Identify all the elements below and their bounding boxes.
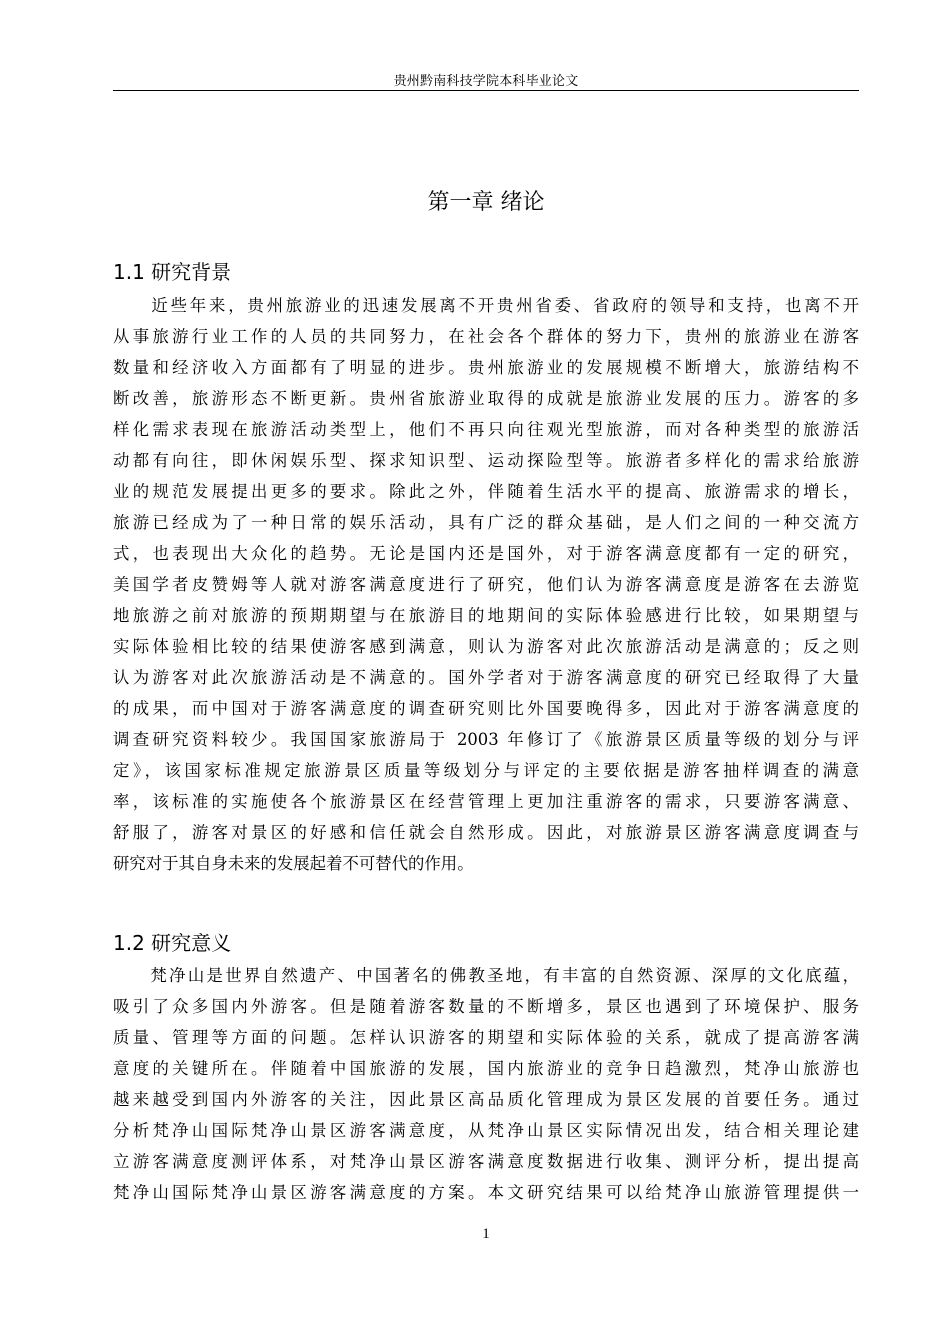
- text-line: 业的规范发展提出更多的要求。除此之外，伴随着生活水平的提高、旅游需求的增长，: [113, 482, 859, 501]
- text-line: 从事旅游行业工作的人员的共同努力，在社会各个群体的努力下，贵州的旅游业在游客: [113, 327, 859, 346]
- header-rule: [113, 90, 859, 91]
- text-line: 定》，该国家标准规定旅游景区质量等级划分与评定的主要依据是游客抽样调查的满意: [113, 761, 859, 780]
- text-line: 质量、管理等方面的问题。怎样认识游客的期望和实际体验的关系，就成了提高游客满: [113, 1028, 859, 1047]
- text-line: 实际体验相比较的结果使游客感到满意，则认为游客对此次旅游活动是满意的；反之则: [113, 637, 859, 656]
- text-line: 率，该标准的实施使各个旅游景区在经营管理上更加注重游客的需求，只要游客满意、: [113, 792, 859, 811]
- text-line: 动都有向往，即休闲娱乐型、探求知识型、运动探险型等。旅游者多样化的需求给旅游: [113, 451, 859, 470]
- text-line: 近些年来，贵州旅游业的迅速发展离不开贵州省委、省政府的领导和支持，也离不开: [113, 296, 859, 315]
- text-line: 旅游已经成为了一种日常的娱乐活动，具有广泛的群众基础，是人们之间的一种交流方: [113, 513, 859, 532]
- paragraph-significance: [113, 960, 859, 1208]
- text-line: 分析梵净山国际梵净山景区游客满意度，从梵净山景区实际情况出发，结合相关理论建: [113, 1121, 859, 1140]
- paragraph-background: [113, 290, 859, 879]
- text-line: 地旅游之前对旅游的预期期望与在旅游目的地期间的实际体验感进行比较，如果期望与: [113, 606, 859, 625]
- text-line: 断改善，旅游形态不断更新。贵州省旅游业取得的成就是旅游业发展的压力。游客的多: [113, 389, 859, 408]
- text-line: 研究对于其自身未来的发展起着不可替代的作用。: [113, 854, 474, 873]
- text-line: 越来越受到国内外游客的关注，因此景区高品质化管理成为景区发展的首要任务。通过: [113, 1090, 859, 1109]
- text-line: 吸引了众多国内外游客。但是随着游客数量的不断增多，景区也遇到了环境保护、服务: [113, 997, 859, 1016]
- text-line: 数量和经济收入方面都有了明显的进步。贵州旅游业的发展规模不断增大，旅游结构不: [113, 358, 859, 377]
- text-line: 立游客满意度测评体系，对梵净山景区游客满意度数据进行收集、测评分析，提出提高: [113, 1152, 859, 1171]
- text-line: 舒服了，游客对景区的好感和信任就会自然形成。因此，对旅游景区游客满意度调查与: [113, 823, 859, 842]
- text-line: 意度的关键所在。伴随着中国旅游的发展，国内旅游业的竞争日趋激烈，梵净山旅游也: [113, 1059, 859, 1078]
- text-line: 调查研究资料较少。我国国家旅游局于 2003 年修订了《旅游景区质量等级的划分与评: [113, 730, 859, 749]
- chapter-title: 第一章 绪论: [427, 190, 545, 215]
- text-line: 的成果，而中国对于游客满意度的调查研究则比外国要晚得多，因此对于游客满意度的: [113, 699, 859, 718]
- running-header: 贵州黔南科技学院本科毕业论文: [393, 74, 579, 89]
- text-line: 梵净山是世界自然遗产、中国著名的佛教圣地，有丰富的自然资源、深厚的文化底蕴，: [113, 966, 859, 985]
- section-heading-significance: 1.2 研究意义: [113, 931, 232, 955]
- text-line: 梵净山国际梵净山景区游客满意度的方案。本文研究结果可以给梵净山旅游管理提供一: [113, 1183, 859, 1202]
- text-line: 认为游客对此次旅游活动是不满意的。国外学者对于游客满意度的研究已经取得了大量: [113, 668, 859, 687]
- section-heading-background: 1.1 研究背景: [113, 260, 232, 284]
- text-line: 式，也表现出大众化的趋势。无论是国内还是国外，对于游客满意度都有一定的研究，: [113, 544, 859, 563]
- text-line: 样化需求表现在旅游活动类型上，他们不再只向往观光型旅游，而对各种类型的旅游活: [113, 420, 859, 439]
- page-number: 1: [482, 1226, 490, 1242]
- text-line: 美国学者皮赞姆等人就对游客满意度进行了研究，他们认为游客满意度是游客在去游览: [113, 575, 859, 594]
